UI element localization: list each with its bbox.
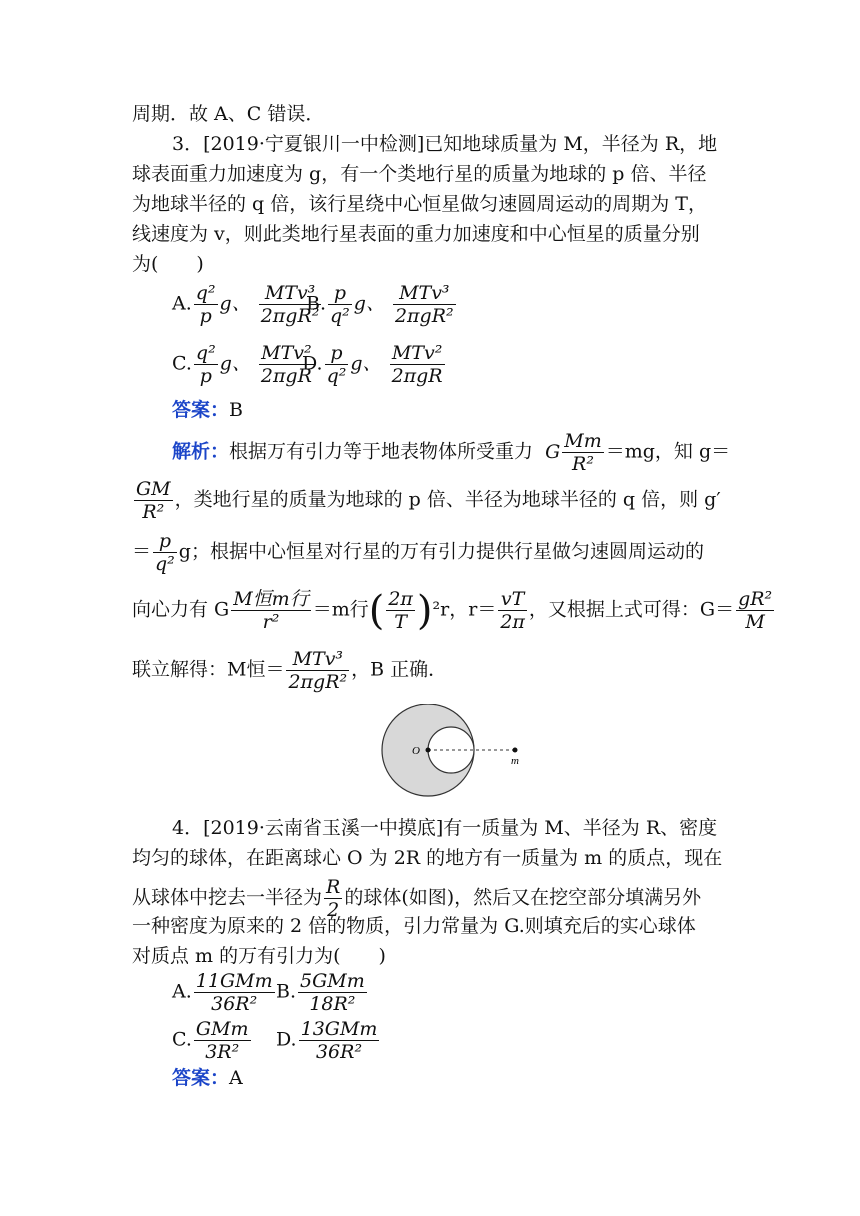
q4-text: 从球体中挖去一半径为 <box>132 886 323 909</box>
frac-den: R² <box>572 453 594 475</box>
frac-den: 2πgR² <box>394 305 454 327</box>
frac-den: 2πgR² <box>260 305 320 327</box>
q4-option-a-label: A. <box>172 980 192 1003</box>
frac-den: p <box>199 365 212 387</box>
sphere-cavity-figure <box>372 704 552 800</box>
q3-option-b-label: B. <box>306 292 327 315</box>
frac-num: MTv³ <box>393 282 456 305</box>
frac-num: p <box>325 342 349 365</box>
analysis-text: ²r，r＝ <box>432 598 497 621</box>
analysis-text: ＝m行 <box>312 598 369 621</box>
q3-line-2: 球表面重力加速度为 g，有一个类地行星的质量为地球的 p 倍、半径 <box>132 163 707 185</box>
q3-line-4: 线速度为 v，则此类地行星表面的重力加速度和中心恒星的质量分别 <box>132 223 700 245</box>
frac-den: T <box>394 611 407 633</box>
answer-label: 答案： <box>172 399 230 421</box>
frac-den: 2πgR² <box>288 671 348 693</box>
fraction <box>328 282 352 327</box>
analysis-text: g；根据中心恒星对行星的万有引力提供行星做匀速圆周运动的 <box>178 540 704 563</box>
q3-option-a <box>172 282 323 327</box>
q3-line-5: 为( ) <box>132 253 204 275</box>
frac-num: 13GMm <box>300 1018 378 1040</box>
answer-value: B <box>229 399 243 421</box>
q3-option-c-label: C. <box>172 352 192 375</box>
q4-text: 的球体(如图)，然后又在挖空部分填满另外 <box>344 886 702 909</box>
q4-option-b-label: B. <box>276 980 297 1003</box>
fraction <box>194 1018 251 1063</box>
frac-den: q² <box>155 553 175 575</box>
fraction <box>393 282 456 327</box>
fraction <box>299 1018 380 1063</box>
q4-line-4: 一种密度为原来的 2 倍的物质，引力常量为 G.则填充后的实心球体 <box>132 915 696 937</box>
o-label: O <box>412 745 420 757</box>
fraction <box>153 530 177 575</box>
frac-num: gR² <box>738 588 773 610</box>
frac-num: GMm <box>195 1018 249 1040</box>
frac-den: R² <box>142 501 165 523</box>
q4-line-2: 均匀的球体，在距离球心 O 为 2R 的地方有一质量为 m 的质点，现在 <box>132 847 723 869</box>
answer-label: 答案： <box>172 1067 230 1089</box>
q4-option-d <box>276 1018 381 1063</box>
analysis-text: 根据万有引力等于地表物体所受重力 <box>229 440 534 463</box>
q4-option-d-label: D. <box>276 1028 297 1051</box>
analysis-text: ，B 正确． <box>351 658 448 681</box>
frac-den: p <box>199 305 212 327</box>
analysis-text: ＝mg，知 g＝ <box>605 440 731 463</box>
q3-analysis-line-4 <box>132 587 773 634</box>
analysis-label: 解析： <box>172 440 230 463</box>
fraction <box>736 588 774 633</box>
frac-num: GM <box>136 478 171 500</box>
q3-line-3: 为地球半径的 q 倍，该行星绕中心恒星做匀速圆周运动的周期为 T， <box>132 193 707 215</box>
q3-option-d <box>302 342 447 387</box>
frac-num: Mm <box>564 430 602 452</box>
q3-option-c <box>172 342 316 387</box>
left-paren: ( <box>368 587 385 634</box>
frac-num: 2π <box>388 588 413 610</box>
q4-option-c-label: C. <box>172 1028 192 1051</box>
fraction <box>498 588 527 633</box>
q4-option-b <box>276 970 369 1015</box>
fraction <box>298 970 367 1015</box>
frac-den: q² <box>326 365 347 387</box>
frac-den: 2 <box>327 899 340 921</box>
previous-text-line: 周期．故 A、C 错误． <box>132 103 325 125</box>
q3-answer-line <box>172 396 772 424</box>
q4-line-1: 4．[2019·云南省玉溪一中摸底]有一质量为 M、半径为 R、密度 <box>172 817 718 839</box>
frac-num: 11GMm <box>195 970 273 992</box>
fraction <box>194 342 218 387</box>
frac-num: p <box>153 530 177 553</box>
fraction <box>390 342 445 387</box>
frac-num: MTv² <box>390 342 445 365</box>
q3-analysis-line-3 <box>132 530 732 575</box>
q3-analysis-line-1: 解析：根据万有引力等于地表物体所受重力 G $\frac{Mm}{\text{R²}}$ ＝mg，知 g＝ <box>172 430 731 475</box>
frac-den: 2πgR <box>391 365 443 387</box>
analysis-text: ，又根据上式可得：G＝ <box>528 598 735 621</box>
fraction <box>194 970 275 1015</box>
fraction <box>386 588 415 633</box>
frac-num: vT <box>498 588 527 611</box>
frac-den: q² <box>330 305 350 327</box>
frac-den: 36R² <box>315 1041 363 1063</box>
frac-den: 2π <box>500 611 525 633</box>
right-paren: ) <box>416 587 433 634</box>
frac-num: q² <box>195 282 216 304</box>
fraction <box>134 478 173 523</box>
m-label: m <box>511 755 519 767</box>
q3-analysis-line-2 <box>132 478 732 523</box>
g-sep: g、 <box>219 292 251 315</box>
fraction <box>286 648 349 693</box>
q3-line-1: 3．[2019·宁夏银川一中检测]已知地球质量为 M，半径为 R，地 <box>172 133 718 155</box>
frac-num: MTv³ <box>259 282 322 305</box>
frac-num: R <box>326 876 341 898</box>
mass-point <box>513 748 518 753</box>
frac-num: q² <box>195 342 216 364</box>
analysis-text: ，类地行星的质量为地球的 p 倍、半径为地球半径的 q 倍，则 g′ <box>174 488 721 511</box>
frac-num: M恒m行 <box>233 588 309 610</box>
q3-analysis-line-5 <box>132 648 732 693</box>
q3-option-b <box>306 282 458 327</box>
q4-option-c <box>172 1018 253 1063</box>
g-sep: g、 <box>219 352 251 375</box>
fraction <box>194 282 218 327</box>
g-sep: g、 <box>350 352 382 375</box>
frac-num: MTv³ <box>286 648 349 671</box>
fraction <box>325 342 349 387</box>
frac-den: 18R² <box>309 993 356 1015</box>
frac-den: 2πgR <box>260 365 312 387</box>
q3-option-a-label: A. <box>172 292 192 315</box>
frac-den: r² <box>262 611 280 633</box>
q3-option-d-label: D. <box>302 352 323 375</box>
center-dot <box>426 748 431 753</box>
frac-den: 36R² <box>211 993 258 1015</box>
q4-option-a <box>172 970 277 1015</box>
answer-value: A <box>229 1067 243 1089</box>
frac-num: p <box>328 282 352 305</box>
analysis-text: ＝ <box>132 540 152 563</box>
q4-line-5: 对质点 m 的万有引力为( ) <box>132 945 386 967</box>
frac-num: MTv² <box>259 342 314 365</box>
g-sep: g、 <box>353 292 385 315</box>
analysis-text: 联立解得：M恒＝ <box>132 658 285 681</box>
analysis-text: 向心力有 G <box>132 598 230 621</box>
fraction <box>231 588 310 633</box>
q4-answer-line <box>172 1064 772 1092</box>
fraction <box>562 430 603 475</box>
frac-num: 5GMm <box>300 970 365 992</box>
frac-den: M <box>745 611 765 633</box>
frac-den: 3R² <box>205 1041 240 1063</box>
